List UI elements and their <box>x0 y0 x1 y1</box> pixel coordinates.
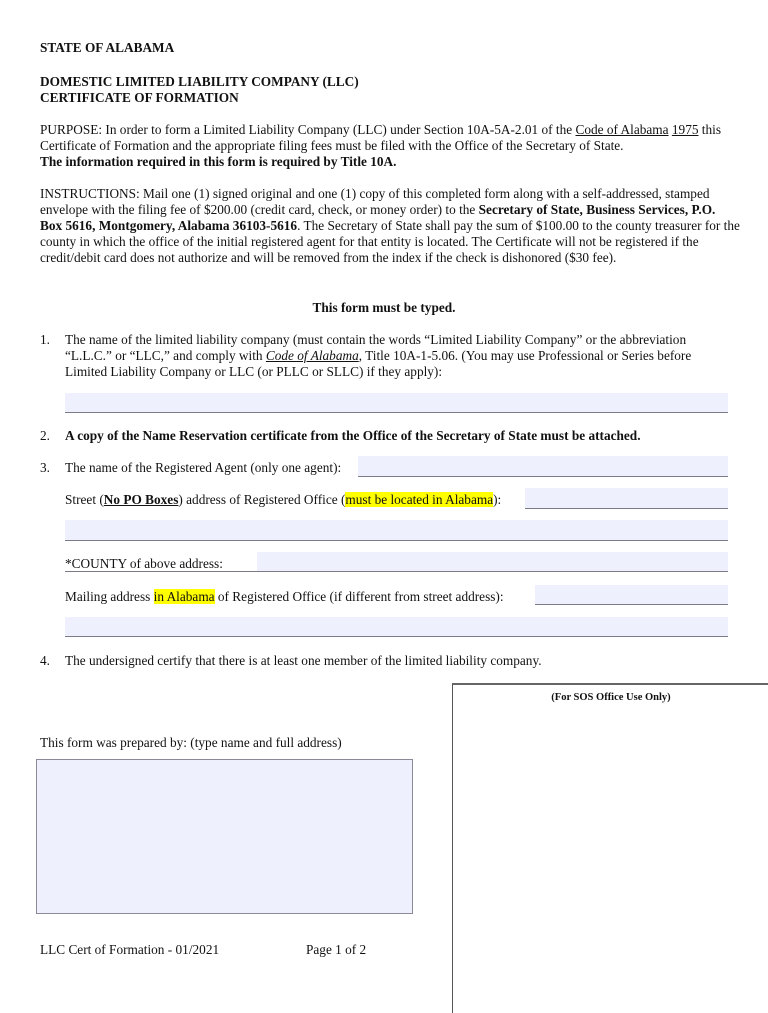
instructions-text-b: . The Secretary of State shall pay the sum of $100.00 to the county treasurer for the county in which the office of the initial registered agent for that entity is located. The Certificate will not be registered if the credit/debit card does not authorize and will be removed from the index if the check is dishonored ($30 fee). <box>40 218 740 265</box>
registered-agent-field[interactable] <box>358 456 728 477</box>
code-year-ref: 1975 <box>671 122 699 137</box>
street-label-b: ) address of Registered Office ( <box>178 492 346 507</box>
mailing-address-label <box>65 589 535 605</box>
item1-code-ref: Code of Alabama <box>265 348 359 363</box>
mailing-address-field-line2[interactable] <box>65 617 728 637</box>
prepared-by-field[interactable] <box>36 759 413 914</box>
item2-number: 2. <box>40 428 50 443</box>
must-be-in-alabama-highlight: must be located in Alabama <box>345 492 494 507</box>
form-title-line1: DOMESTIC LIMITED LIABILITY COMPANY (LLC) <box>40 74 359 89</box>
mailing-label-a: Mailing address <box>65 589 154 604</box>
street-address-label <box>65 492 535 508</box>
typed-notice: This form must be typed. <box>312 300 456 315</box>
sos-office-use-box <box>452 683 768 1013</box>
item1-text <box>65 332 733 380</box>
sos-office-use-label: (For SOS Office Use Only) <box>551 692 671 703</box>
no-po-boxes-note: No PO Boxes <box>103 492 179 507</box>
mailing-address-field-line1[interactable] <box>535 585 728 605</box>
street-address-field-line2[interactable] <box>65 520 728 541</box>
form-title-line2: CERTIFICATE OF FORMATION <box>40 90 239 105</box>
item1-number: 1. <box>40 332 50 347</box>
in-alabama-highlight: in Alabama <box>153 589 215 604</box>
street-label-a: Street ( <box>65 492 104 507</box>
item4-text: The undersigned certify that there is at least one member of the limited liability company. <box>65 653 542 668</box>
purpose-text-a: PURPOSE: In order to form a Limited Liability Company (LLC) under Section 10A-5A-2.01 of the <box>40 122 576 137</box>
instructions-paragraph <box>40 186 740 266</box>
footer-form-id: LLC Cert of Formation - 01/2021 <box>40 942 220 957</box>
registered-agent-label: The name of the Registered Agent (only one agent): <box>65 460 342 475</box>
footer-page-number: Page 1 of 2 <box>306 942 367 957</box>
state-heading: STATE OF ALABAMA <box>40 40 175 55</box>
street-label-c: ): <box>493 492 502 507</box>
item2-text: A copy of the Name Reservation certificate from the Office of the Secretary of State must be attached. <box>65 428 641 443</box>
county-field[interactable] <box>257 552 728 572</box>
instructions-text-a: INSTRUCTIONS: Mail one (1) signed original and one (1) copy of this completed form along with a self-addressed, stamped envelope with the filing fee of $200.00 (credit card, check, or money order) to the <box>40 186 710 217</box>
purpose-paragraph <box>40 122 740 170</box>
code-of-alabama-ref: Code of Alabama <box>575 122 669 137</box>
county-label: *COUNTY of above address: <box>65 556 223 571</box>
street-address-field-line1[interactable] <box>525 488 728 509</box>
purpose-bold-note: The information required in this form is required by Title 10A. <box>40 154 397 169</box>
purpose-text-b: this Certificate of Formation and the appropriate filing fees must be filed with the Office of the Secretary of State. <box>40 122 722 153</box>
item1-text-a: The name of the limited liability company (must contain the words “Limited Liability Company” or the abbreviation “L.L.C.” or “LLC,” and comply with <box>65 332 687 363</box>
mailing-address-bold: Secretary of State, Business Services, P.O. Box 5616, Montgomery, Alabama 36103-5616 <box>40 202 716 233</box>
llc-name-field[interactable] <box>65 393 728 413</box>
prepared-by-label: This form was prepared by: (type name and full address) <box>40 735 342 750</box>
item3-number: 3. <box>40 460 50 475</box>
item4-number: 4. <box>40 653 50 668</box>
mailing-label-b: of Registered Office (if different from street address): <box>214 589 504 604</box>
item1-text-b: , Title 10A-1-5.06. (You may use Professional or Series before Limited Liability Company or LLC (or PLLC or SLLC) if they apply): <box>65 348 692 379</box>
county-label-underline <box>65 571 257 572</box>
